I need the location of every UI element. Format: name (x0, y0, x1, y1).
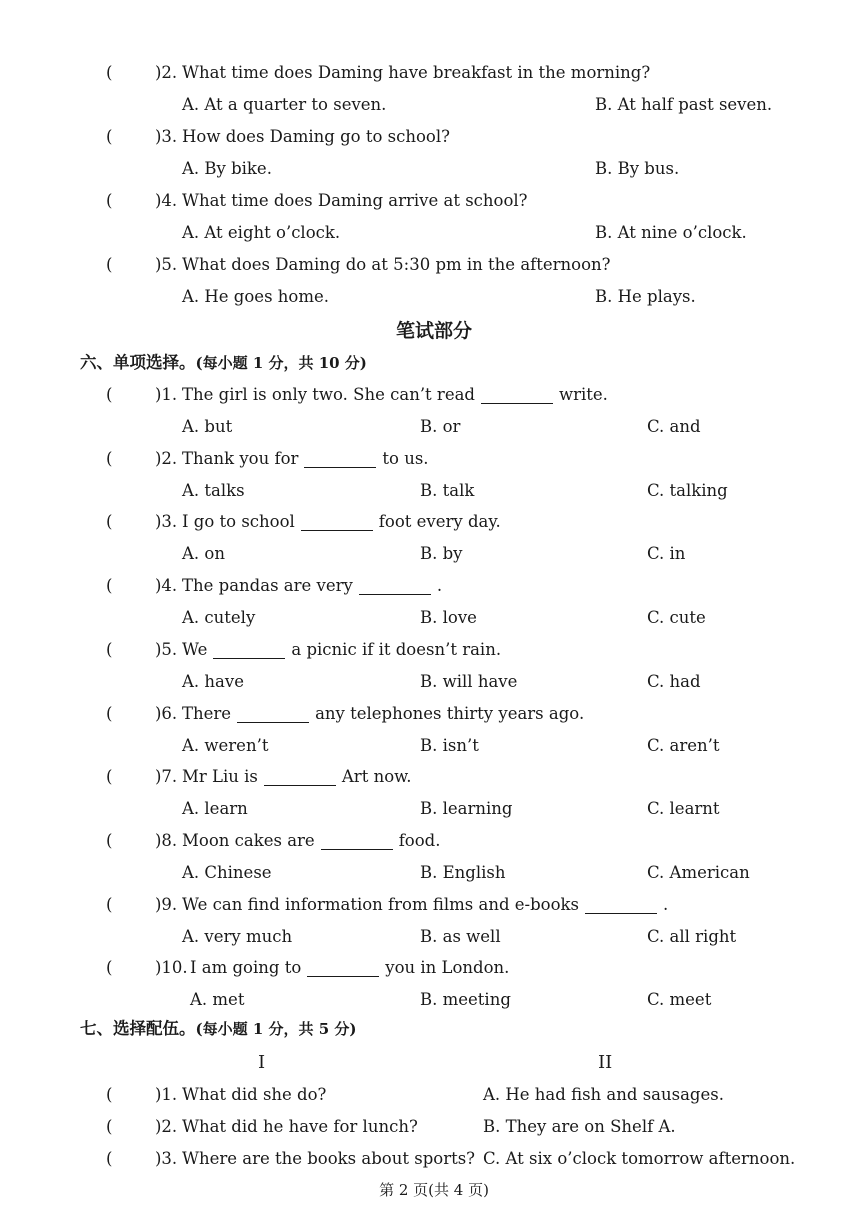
question-row: ( )4. The pandas are very . (0, 571, 868, 601)
question-row: ( )9. We can find information from films and e-books . (0, 890, 868, 920)
question-text-before: There (182, 704, 232, 723)
option-c[interactable]: C. American (647, 863, 750, 882)
options-row (0, 90, 868, 120)
question-text-after: any telephones thirty years ago. (315, 704, 585, 723)
answer-blank[interactable] (307, 958, 379, 977)
question-number: )3. (155, 1149, 178, 1168)
question-number: )5. (155, 255, 178, 274)
option-b[interactable]: B. English (420, 863, 506, 882)
question-row: ( )1. The girl is only two. She can’t read write. (0, 380, 868, 410)
option-a[interactable]: A. weren’t (182, 736, 269, 755)
matching-answer[interactable]: C. At six o’clock tomorrow afternoon. (483, 1149, 796, 1168)
question-text (182, 571, 442, 601)
question-number: )4. (155, 191, 178, 210)
option-c[interactable]: C. meet (647, 990, 712, 1009)
question-text-before: Mr Liu is (182, 767, 258, 786)
page-footer: 第 2 页(共 4 页) (379, 1181, 489, 1199)
option-c[interactable]: C. aren’t (647, 736, 720, 755)
answer-blank[interactable] (359, 576, 431, 595)
question-text-after: Art now. (341, 767, 412, 786)
options-row (0, 412, 868, 442)
question-text: What does Daming do at 5:30 pm in the afternoon? (182, 255, 611, 274)
option-c[interactable]: C. all right (647, 927, 737, 946)
question-number: )10. (155, 958, 188, 977)
question-text-before: Moon cakes are (182, 831, 315, 850)
question-text-after: . (663, 895, 669, 914)
question-text (182, 826, 440, 856)
question-number: )1. (155, 385, 178, 404)
option-a[interactable]: A. cutely (182, 608, 256, 627)
question-number: )1. (155, 1085, 178, 1104)
column-header-ii: II (598, 1052, 613, 1073)
question-text-after: foot every day. (378, 512, 501, 531)
question-number: )9. (155, 895, 178, 914)
option-a[interactable]: A. At a quarter to seven. (182, 95, 387, 114)
option-c[interactable]: C. in (647, 544, 686, 563)
section-6-heading (80, 348, 367, 378)
question-row: ( )2. Thank you for to us. (0, 444, 868, 474)
question-number: )2. (155, 449, 178, 468)
options-row (0, 539, 868, 569)
option-b[interactable]: B. learning (420, 799, 513, 818)
matching-row: ( )1. What did she do? A. He had fish and sausages. (0, 1080, 868, 1110)
option-a[interactable]: A. He goes home. (182, 287, 329, 306)
question-text-before: The pandas are very (182, 576, 353, 595)
options-row (0, 282, 868, 312)
part-title: 笔试部分 (395, 320, 472, 342)
option-a[interactable]: A. Chinese (182, 863, 272, 882)
question-text (182, 380, 608, 410)
answer-blank[interactable] (481, 385, 553, 404)
question-text-after: write. (559, 385, 608, 404)
options-row (0, 476, 868, 506)
question-text-before: The girl is only two. She can’t read (182, 385, 475, 404)
options-row (0, 154, 868, 184)
option-a[interactable]: A. talks (182, 481, 245, 500)
option-a[interactable]: A. have (182, 672, 244, 691)
question-text-before: I go to school (182, 512, 295, 531)
matching-question: Where are the books about sports? (182, 1149, 476, 1168)
question-number: )5. (155, 640, 178, 659)
matching-answer[interactable]: B. They are on Shelf A. (483, 1117, 676, 1136)
question-text (182, 762, 412, 792)
answer-blank[interactable] (301, 512, 373, 531)
question-text-before: We (182, 640, 208, 659)
question-text-before: I am going to (190, 958, 302, 977)
options-row (0, 858, 868, 888)
section-score-note: (每小题 1 分，共 10 分) (195, 354, 367, 372)
options-row (0, 922, 868, 952)
question-row: ( )5. What does Daming do at 5:30 pm in the afternoon? (0, 250, 868, 280)
question-text (182, 635, 501, 665)
option-b[interactable]: B. meeting (420, 990, 511, 1009)
question-row: ( )3. How does Daming go to school? (0, 122, 868, 152)
option-a[interactable]: A. learn (182, 799, 248, 818)
option-a[interactable]: A. At eight o’clock. (182, 223, 341, 242)
question-number: )8. (155, 831, 178, 850)
section-7-heading (80, 1014, 356, 1044)
question-text (182, 444, 429, 474)
option-c[interactable]: C. learnt (647, 799, 720, 818)
question-text (190, 953, 509, 983)
question-number: )3. (155, 127, 178, 146)
question-text (182, 507, 501, 537)
question-row: ( )3. I go to school foot every day. (0, 507, 868, 537)
options-row (0, 603, 868, 633)
option-b[interactable]: B. He plays. (595, 287, 696, 306)
question-text-after: a picnic if it doesn’t rain. (291, 640, 502, 659)
section-score-note: (每小题 1 分，共 5 分) (195, 1020, 357, 1038)
options-row (0, 794, 868, 824)
option-b[interactable]: B. At half past seven. (595, 95, 773, 114)
question-text: What time does Daming have breakfast in the morning? (182, 63, 651, 82)
question-text (182, 699, 584, 729)
option-a[interactable]: A. met (190, 990, 245, 1009)
option-c[interactable]: C. had (647, 672, 701, 691)
option-a[interactable]: A. but (182, 417, 233, 436)
answer-blank[interactable] (304, 449, 376, 468)
matching-question: What did he have for lunch? (182, 1117, 418, 1136)
question-text: What time does Daming arrive at school? (182, 191, 528, 210)
question-row: ( )8. Moon cakes are food. (0, 826, 868, 856)
question-row: ( )2. What time does Daming have breakfast in the morning? (0, 58, 868, 88)
matching-question: What did she do? (182, 1085, 327, 1104)
option-a[interactable]: A. By bike. (182, 159, 272, 178)
option-b[interactable]: B. At nine o’clock. (595, 223, 747, 242)
matching-row: ( )3. Where are the books about sports? C. At six o’clock tomorrow afternoon. (0, 1144, 868, 1174)
matching-answer[interactable]: A. He had fish and sausages. (483, 1085, 724, 1104)
answer-blank[interactable] (585, 895, 657, 914)
answer-blank[interactable] (264, 767, 336, 786)
section-title: 七、选择配伍。 (80, 1019, 196, 1038)
section-title: 六、单项选择。 (80, 353, 196, 372)
options-row (0, 985, 868, 1015)
question-text-after: . (436, 576, 443, 595)
question-text-before: We can find information from films and e-books (182, 895, 580, 914)
option-c[interactable]: C. cute (647, 608, 706, 627)
question-row: ( )10. I am going to you in London. (0, 953, 868, 983)
question-row: ( )7. Mr Liu is Art now. (0, 762, 868, 792)
question-number: )7. (155, 767, 178, 786)
question-row: ( )5. We a picnic if it doesn’t rain. (0, 635, 868, 665)
question-number: )3. (155, 512, 178, 531)
option-a[interactable]: A. on (182, 544, 225, 563)
option-c[interactable]: C. talking (647, 481, 728, 500)
question-text-after: you in London. (385, 958, 510, 977)
option-b[interactable]: B. or (420, 417, 461, 436)
option-b[interactable]: B. will have (420, 672, 518, 691)
option-b[interactable]: B. as well (420, 927, 501, 946)
option-b[interactable]: B. by (420, 544, 463, 563)
question-number: )2. (155, 1117, 178, 1136)
question-text-before: Thank you for (182, 449, 299, 468)
option-b[interactable]: B. love (420, 608, 477, 627)
question-text: How does Daming go to school? (182, 127, 450, 146)
option-b[interactable]: B. By bus. (595, 159, 680, 178)
column-header-i: I (258, 1052, 266, 1073)
option-a[interactable]: A. very much (182, 927, 293, 946)
question-text-after: to us. (382, 449, 429, 468)
option-b[interactable]: B. isn’t (420, 736, 479, 755)
option-c[interactable]: C. and (647, 417, 701, 436)
question-number: )6. (155, 704, 178, 723)
matching-row: ( )2. What did he have for lunch? B. They are on Shelf A. (0, 1112, 868, 1142)
answer-blank[interactable] (321, 831, 393, 850)
options-row (0, 667, 868, 697)
options-row (0, 731, 868, 761)
question-number: )2. (155, 63, 178, 82)
question-text-after: food. (398, 831, 441, 850)
question-text (182, 890, 668, 920)
question-row: ( )6. There any telephones thirty years ago. (0, 699, 868, 729)
answer-blank[interactable] (237, 704, 309, 723)
question-row: ( )4. What time does Daming arrive at school? (0, 186, 868, 216)
option-b[interactable]: B. talk (420, 481, 475, 500)
options-row (0, 218, 868, 248)
answer-blank[interactable] (213, 640, 285, 659)
question-number: )4. (155, 576, 178, 595)
